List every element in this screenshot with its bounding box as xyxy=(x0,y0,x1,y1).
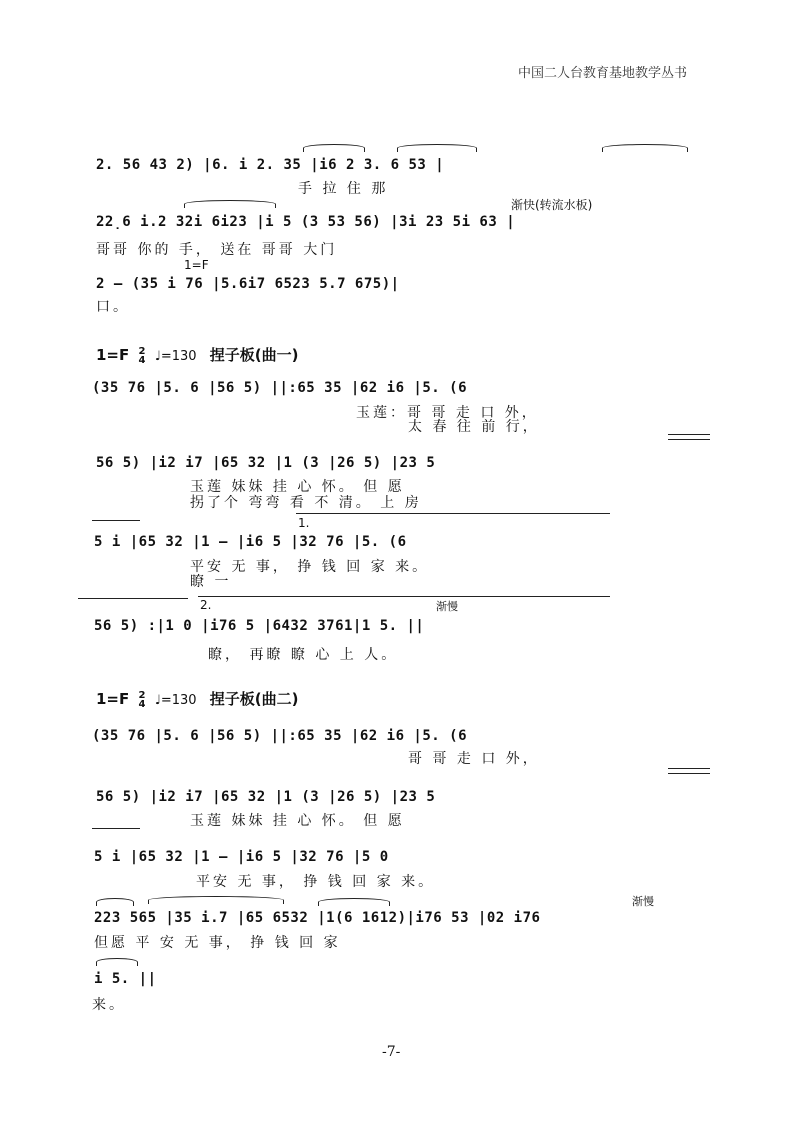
lyrics-row-12: 来。 xyxy=(92,997,126,1013)
score-row-7: 56 5) :|1 0 |i76 5 |6432 3761|1 5. || xyxy=(94,618,425,634)
lyrics-row-11: 但愿 平 安 无 事， 挣 钱 回 家 xyxy=(94,935,341,951)
page-number: -7- xyxy=(382,1044,401,1060)
lyrics-row-8: 哥 哥 走 口 外， xyxy=(408,751,540,767)
tempo-marking: ♩=130 xyxy=(154,693,197,708)
key-signature: 1=F xyxy=(96,346,130,364)
score-row-10: 5 i |65 32 |1 – |i6 5 |32 76 |5 0 xyxy=(94,849,389,865)
running-header: 中国二人台教育基地教学丛书 xyxy=(518,66,688,81)
slur xyxy=(96,958,138,966)
tempo-annotation: 渐慢 xyxy=(436,600,458,613)
volta-2: 2. xyxy=(200,598,212,612)
tempo-marking: ♩=130 xyxy=(154,349,197,364)
tempo-annotation: 渐快(转流水板) xyxy=(511,198,593,212)
tie-line xyxy=(668,773,710,774)
score-row-2: 22̣6 i.2 32i 6i23 |i 5 (3 53 56) |3i 23 5i 63 | xyxy=(96,214,516,230)
lyrics-row-4a: 玉莲：哥 哥 走 口 外， xyxy=(356,405,539,421)
tie-line xyxy=(668,768,710,769)
tie-line xyxy=(92,520,140,521)
tie-line xyxy=(668,439,710,440)
section-heading xyxy=(96,344,299,365)
score-row-12: i 5. || xyxy=(94,971,157,987)
slur xyxy=(96,898,134,906)
score-row-6: 5 i |65 32 |1 – |i6 5 |32 76 |5. (6 xyxy=(94,534,407,550)
key-change: 1=F xyxy=(184,258,209,272)
slur xyxy=(602,144,688,152)
slur xyxy=(397,144,477,152)
lyrics-row-9: 玉莲 妹妹 挂 心 怀。 但 愿 xyxy=(190,813,405,829)
score-row-1: 2. 56 43 2) |6. i 2. 35 |i6 2 3. 6 53 | xyxy=(96,157,445,173)
section-heading xyxy=(96,688,299,709)
slur xyxy=(303,144,365,152)
lyrics-row-6b: 瞭 一 xyxy=(190,574,232,590)
score-row-5: 56 5) |i2 i7 |65 32 |1 (3 |26 5) |23 5 xyxy=(96,455,436,471)
tie-line xyxy=(668,434,710,435)
key-signature: 1=F xyxy=(96,690,130,708)
slur xyxy=(184,200,276,208)
lyrics-row-5a: 玉莲 妹妹 挂 心 怀。 但 愿 xyxy=(190,479,405,495)
lyrics-row-10: 平安 无 事， 挣 钱 回 家 来。 xyxy=(196,874,436,890)
volta-bracket xyxy=(296,513,610,514)
lyrics-row-5b: 拐了个 弯弯 看 不 清。 上 房 xyxy=(190,495,422,511)
lyrics-row-6a: 平安 无 事， 挣 钱 回 家 来。 xyxy=(190,559,430,575)
lyrics-row-7: 瞭， 再瞭 瞭 心 上 人。 xyxy=(208,647,399,663)
slur xyxy=(148,896,284,904)
section-title: 捏子板(曲一) xyxy=(209,346,299,364)
section-title: 捏子板(曲二) xyxy=(209,690,299,708)
volta-bracket xyxy=(198,596,610,597)
score-row-8: (35 76 |5. 6 |56 5) ||:65 35 |62 i6 |5. (6 xyxy=(92,728,468,744)
lyrics-row-1: 手 拉 住 那 xyxy=(298,181,389,197)
tie-line xyxy=(92,828,140,829)
time-signature: 2 4 xyxy=(138,689,146,710)
slur xyxy=(318,898,390,906)
lyrics-row-3: 口。 xyxy=(96,299,130,315)
tie-line xyxy=(78,598,188,599)
score-row-4: (35 76 |5. 6 |56 5) ||:65 35 |62 i6 |5. (6 xyxy=(92,380,468,396)
tempo-annotation: 渐慢 xyxy=(632,895,654,908)
score-row-11: 223 565 |35 i.7 |65 6532 |1(6 1612)|i76 53 |02 i76 xyxy=(94,910,541,926)
time-signature: 2 4 xyxy=(138,345,146,366)
volta-1: 1. xyxy=(298,516,310,530)
lyrics-row-4b: 太 春 往 前 行， xyxy=(408,419,540,435)
lyrics-row-2: 哥哥 你的 手， 送在 哥哥 大门 xyxy=(96,242,338,258)
score-row-3: 2 – (35 i 76 |5.6i7 6523 5.7 675)| xyxy=(96,276,400,292)
score-row-9: 56 5) |i2 i7 |65 32 |1 (3 |26 5) |23 5 xyxy=(96,789,436,805)
